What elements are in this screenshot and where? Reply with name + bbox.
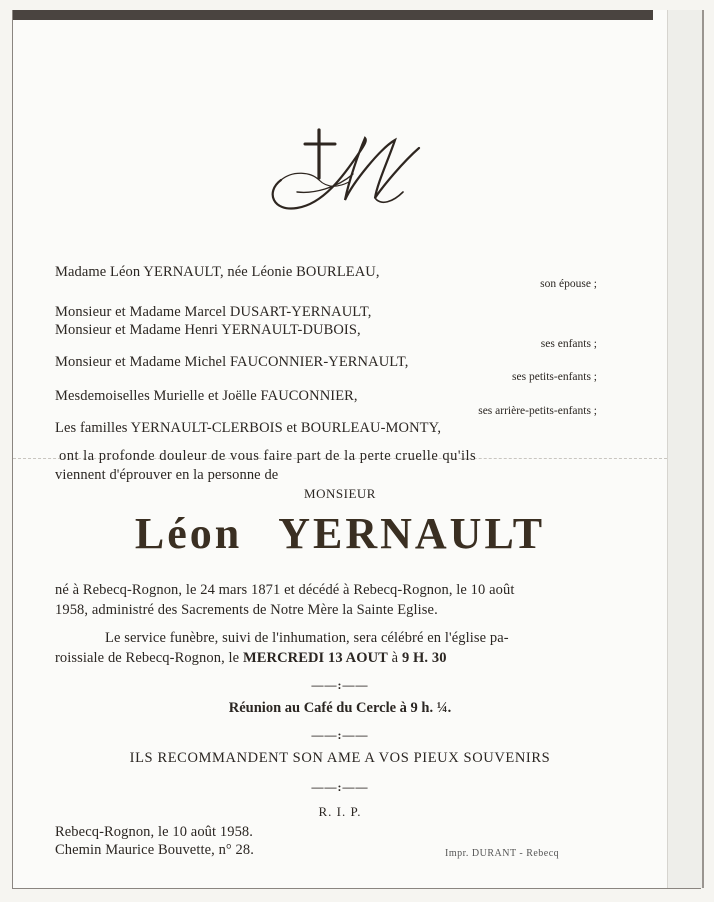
printer-credit: Impr. DURANT - Rebecq: [445, 848, 560, 859]
address: Chemin Maurice Bouvette, n° 28.: [55, 842, 254, 858]
intro-line-1: ont la profonde douleur de vous faire part de la perte cruelle qu'ils: [59, 448, 477, 464]
relation-grandchildren: ses petits-enfants ;: [512, 371, 597, 383]
separator-1: ——:——: [311, 678, 369, 692]
family-line-6: Les familles YERNAULT-CLERBOIS et BOURLEAU-MONTY,: [55, 420, 442, 436]
title-monsieur: MONSIEUR: [304, 486, 376, 501]
family-line-1: Madame Léon YERNAULT, née Léonie BOURLEAU,: [55, 264, 380, 280]
family-line-5: Mesdemoiselles Murielle et Joëlle FAUCONNIER,: [55, 388, 358, 404]
bio-line-2: 1958, administré des Sacrements de Notre Mère la Sainte Eglise.: [55, 602, 438, 618]
service-text: roissiale de Rebecq-Rognon, le: [55, 650, 243, 666]
separator-2: ——:——: [311, 728, 369, 742]
service-date: MERCREDI 13 AOUT: [242, 650, 388, 666]
mourning-card: [12, 10, 701, 889]
relation-spouse: son épouse ;: [540, 278, 597, 290]
family-line-3: Monsieur et Madame Henri YERNAULT-DUBOIS,: [55, 322, 361, 338]
reunion-note: Réunion au Café du Cercle à 9 h. ¼.: [228, 700, 452, 716]
deceased-name: [13, 508, 667, 559]
rip: R. I. P.: [318, 804, 362, 819]
right-margin-strip: [667, 10, 704, 888]
top-border-band: [13, 10, 653, 20]
service-time: 9 H. 30: [401, 650, 447, 666]
deceased-first-name: Léon: [134, 509, 243, 558]
service-at: à: [387, 650, 402, 666]
bio-line-1: né à Rebecq-Rognon, le 24 mars 1871 et décédé à Rebecq-Rognon, le 10 août: [55, 582, 515, 598]
family-line-2: Monsieur et Madame Marcel DUSART-YERNAULT,: [55, 304, 372, 320]
recommendation: ILS RECOMMANDENT SON AME A VOS PIEUX SOUVENIRS: [129, 750, 551, 766]
place-date: Rebecq-Rognon, le 10 août 1958.: [55, 824, 254, 840]
family-line-4: Monsieur et Madame Michel FAUCONNIER-YERNAULT,: [55, 354, 409, 370]
cross-and-M-monogram-icon: [253, 122, 433, 222]
relation-children: ses enfants ;: [540, 338, 597, 350]
deceased-last-name: YERNAULT: [278, 509, 546, 558]
separator-3: ——:——: [311, 780, 369, 794]
service-line-2: [55, 650, 447, 667]
service-line-1: Le service funèbre, suivi de l'inhumation, sera célébré en l'église pa-: [105, 630, 509, 646]
intro-line-2: viennent d'éprouver en la personne de: [55, 467, 279, 483]
relation-great-grandchildren: ses arrière-petits-enfants ;: [478, 405, 597, 417]
